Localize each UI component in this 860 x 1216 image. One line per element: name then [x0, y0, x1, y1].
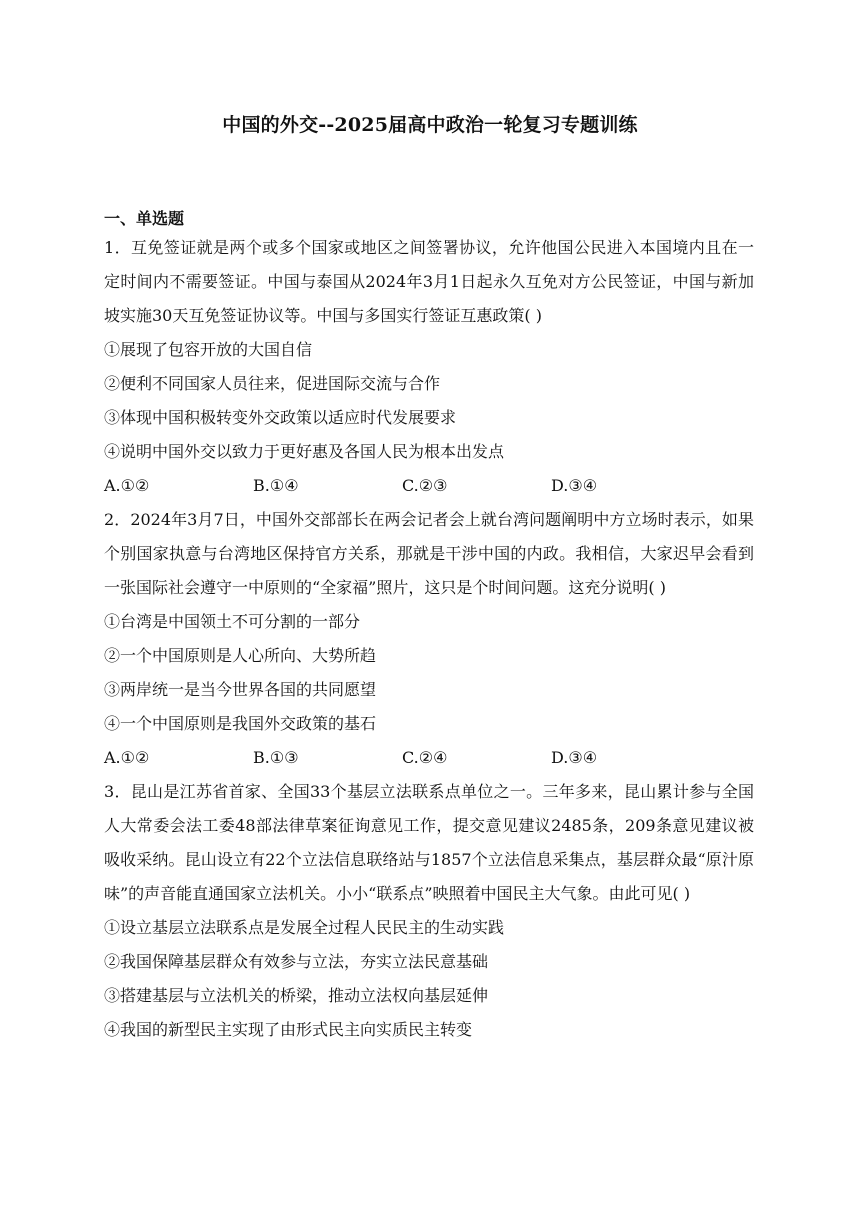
answer-choice-d: D.③④	[551, 748, 598, 767]
option-statement: ④说明中国外交以致力于更好惠及各国人民为根本出发点	[104, 442, 505, 461]
answer-choice-b: B.①③	[253, 748, 299, 767]
section-heading: 一、单选题	[104, 209, 185, 228]
option-statement: ①台湾是中国领土不可分割的一部分	[104, 612, 361, 631]
question-1	[104, 231, 754, 503]
page-title: 中国的外交--2025届高中政治一轮复习专题训练	[222, 114, 638, 136]
option-statement: ③体现中国积极转变外交政策以适应时代发展要求	[104, 408, 457, 427]
option-statement: ②一个中国原则是人心所向、大势所趋	[104, 646, 377, 665]
answer-choice-b: B.①④	[253, 476, 299, 495]
answer-choice-a: A.①②	[104, 476, 150, 495]
answer-choice-d: D.③④	[551, 476, 598, 495]
option-statement: ①设立基层立法联系点是发展全过程人民民主的生动实践	[104, 918, 505, 937]
option-statement: ①展现了包容开放的大国自信	[104, 340, 313, 359]
question-2	[104, 503, 754, 775]
option-statement: ③两岸统一是当今世界各国的共同愿望	[104, 680, 377, 699]
question-stem: 3．昆山是江苏省首家、全国33个基层立法联系点单位之一。三年多来，昆山累计参与全国人大常委会法工委48部法律草案征询意见工作，提交意见建议2485条，209条意见建议被吸收采纳。昆山设立有22个立法信息联络站与1857个立法信息采集点，基层群众最“原汁原味”的声音能直通国家立法机关。小小“联系点”映照着中国民主大气象。由此可见( )	[104, 782, 754, 903]
question-stem: 1．互免签证就是两个或多个国家或地区之间签署协议，允许他国公民进入本国境内且在一定时间内不需要签证。中国与泰国从2024年3月1日起永久互免对方公民签证，中国与新加坡实施30天互免签证协议等。中国与多国实行签证互惠政策( )	[104, 238, 754, 325]
option-statement: ③搭建基层与立法机关的桥梁，推动立法权向基层延伸	[104, 986, 489, 1005]
question-list	[104, 231, 754, 1047]
question-3	[104, 775, 754, 1047]
option-statement: ②我国保障基层群众有效参与立法，夯实立法民意基础	[104, 952, 489, 971]
option-statement: ④一个中国原则是我国外交政策的基石	[104, 714, 377, 733]
answer-choices	[104, 741, 754, 775]
answer-choice-c: C.②③	[402, 476, 448, 495]
answer-choice-a: A.①②	[104, 748, 150, 767]
answer-choices	[104, 469, 754, 503]
answer-choice-c: C.②④	[402, 748, 448, 767]
question-stem: 2．2024年3月7日，中国外交部部长在两会记者会上就台湾问题阐明中方立场时表示，如果个别国家执意与台湾地区保持官方关系，那就是干涉中国的内政。我相信，大家迟早会看到一张国际社会遵守一中原则的“全家福”照片，这只是个时间问题。这充分说明( )	[104, 510, 754, 597]
option-statement: ④我国的新型民主实现了由形式民主向实质民主转变	[104, 1020, 473, 1039]
option-statement: ②便利不同国家人员往来，促进国际交流与合作	[104, 374, 441, 393]
